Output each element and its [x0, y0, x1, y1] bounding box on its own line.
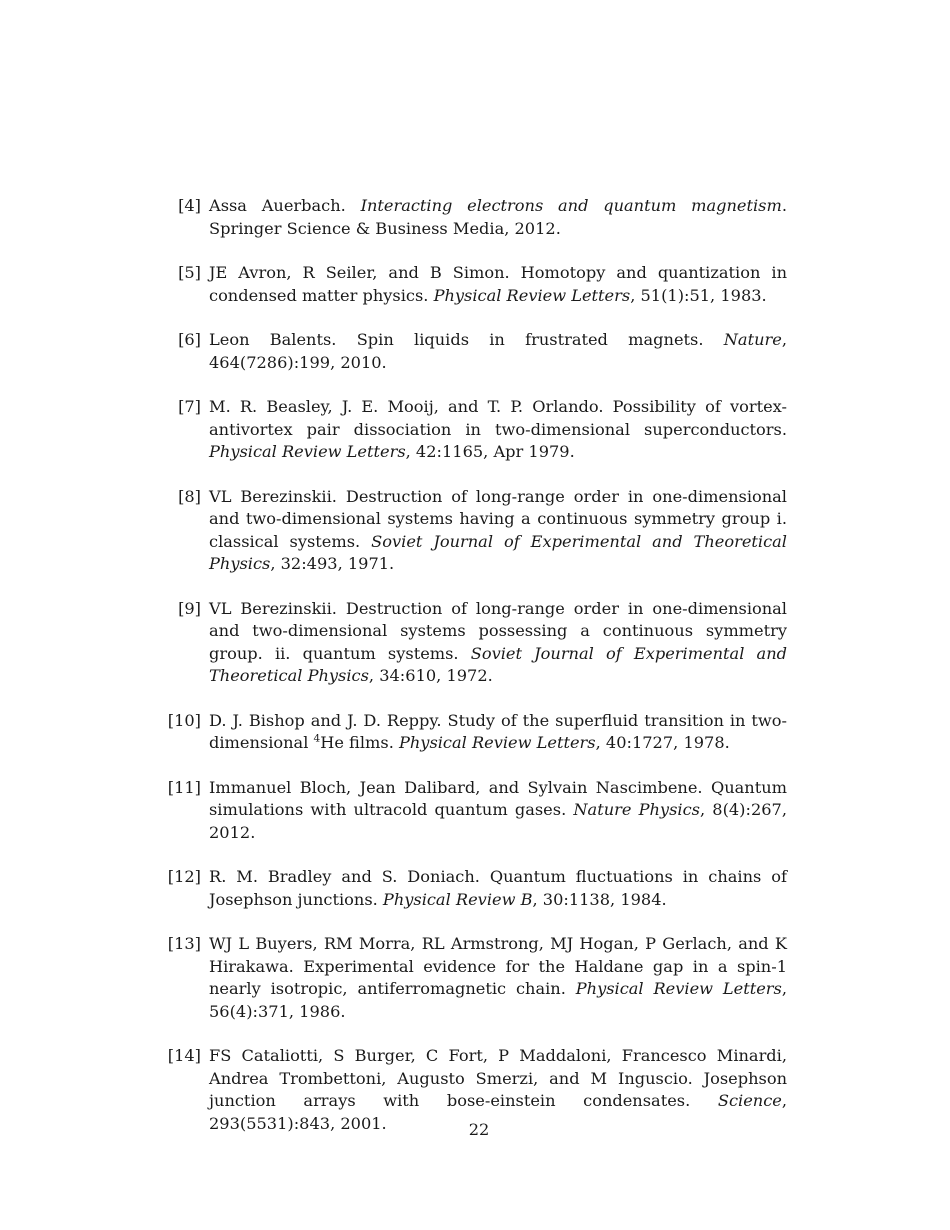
reference-details: , 293(5531):843, 2001. — [209, 1091, 787, 1133]
reference-venue: Science — [717, 1091, 782, 1110]
reference-venue: Soviet Journal of Experimental and Theoretical Physics — [209, 531, 787, 573]
reference-text: M. R. Beasley, J. E. Mooij, and T. P. Orlando. Possibility of vortex-antivortex pair dissociation in two-dimensional superconductors. — [209, 397, 787, 439]
reference-item — [178, 329, 787, 374]
reference-number: [11] — [167, 777, 201, 797]
reference-number: [4] — [178, 196, 201, 215]
reference-number: [7] — [178, 397, 201, 416]
reference-item — [178, 598, 787, 688]
reference-venue: Physical Review Letters — [575, 979, 782, 998]
reference-item — [178, 195, 787, 240]
reference-text: VL Berezinskii. Destruction of long-range order in one-dimensional and two-dimensional systems possessing a continuous symmetry group. ii. quantum systems. — [209, 598, 787, 663]
reference-item — [178, 262, 787, 307]
reference-number: [14] — [167, 1046, 201, 1065]
reference-number: [8] — [178, 486, 201, 506]
reference-item — [167, 866, 787, 911]
reference-item — [178, 396, 787, 464]
reference-item — [167, 710, 787, 755]
reference-text: VL Berezinskii. Destruction of long-range order in one-dimensional and two-dimensional systems having a continuous symmetry group i. classical systems. — [209, 486, 787, 551]
reference-details: , 34:610, 1972. — [368, 666, 493, 685]
reference-number: [12] — [167, 867, 201, 886]
reference-details: , 56(4):371, 1986. — [209, 979, 788, 1021]
reference-venue: Nature — [723, 330, 782, 349]
reference-publication: . Springer Science & Business Media, 2012. — [209, 196, 787, 238]
reference-venue: Physical Review B — [382, 889, 533, 909]
reference-venue: Physical Review Letters — [209, 442, 406, 461]
reference-text: FS Cataliotti, S Burger, C Fort, P Maddaloni, Francesco Minardi, Andrea Trombettoni, Augusto Smerzi, and M Inguscio. Josephson junction arrays with bose-einstein condensates. — [209, 1046, 787, 1110]
reference-number: [13] — [167, 934, 201, 953]
reference-number: [6] — [178, 330, 201, 349]
reference-text: D. J. Bishop and J. D. Reppy. Study of the superfluid transition in two-dimensional — [209, 710, 787, 752]
reference-number: [10] — [167, 710, 201, 730]
reference-number: [9] — [178, 598, 201, 618]
reference-details: , 8(4):267, 2012. — [209, 800, 787, 842]
reference-venue: Physical Review Letters — [398, 733, 596, 752]
reference-venue: Soviet Journal of Experimental and Theoretical Physics — [209, 643, 787, 685]
reference-details: , 30:1138, 1984. — [532, 889, 667, 909]
reference-title: Interacting electrons and quantum magnetism — [360, 196, 782, 215]
reference-text: Immanuel Bloch, Jean Dalibard, and Sylvain Nascimbene. Quantum simulations with ultracold quantum gases. — [209, 777, 787, 819]
reference-item — [178, 486, 787, 576]
reference-text: WJ L Buyers, RM Morra, RL Armstrong, MJ Hogan, P Gerlach, and K Hirakawa. Experimental evidence for the Haldane gap in a spin-1 nearly isotropic, antiferromagnetic chain. — [209, 934, 787, 998]
reference-number: [5] — [178, 263, 201, 282]
reference-venue: Nature Physics — [573, 800, 700, 819]
reference-list — [0, 195, 950, 1157]
reference-details: , 464(7286):199, 2010. — [209, 330, 787, 372]
reference-details: , 51(1):51, 1983. — [630, 285, 767, 305]
reference-details: , 42:1165, Apr 1979. — [405, 442, 575, 461]
reference-details: , 40:1727, 1978. — [595, 733, 730, 752]
reference-venue: Physical Review Letters — [433, 285, 631, 305]
reference-text: JE Avron, R Seiler, and B Simon. Homotopy and quantization in condensed matter physics. — [209, 263, 787, 305]
reference-text-continued: He films. — [320, 733, 399, 752]
page-number: 22 — [468, 1120, 490, 1139]
reference-authors: Assa Auerbach. — [209, 196, 361, 215]
reference-text: R. M. Bradley and S. Doniach. Quantum fluctuations in chains of Josephson junctions. — [209, 867, 787, 909]
reference-item — [167, 933, 788, 1023]
reference-item — [167, 777, 787, 845]
reference-details: , 32:493, 1971. — [270, 554, 395, 573]
reference-text: Leon Balents. Spin liquids in frustrated magnets. — [209, 330, 724, 349]
superscript-isotope: 4 — [313, 732, 321, 745]
